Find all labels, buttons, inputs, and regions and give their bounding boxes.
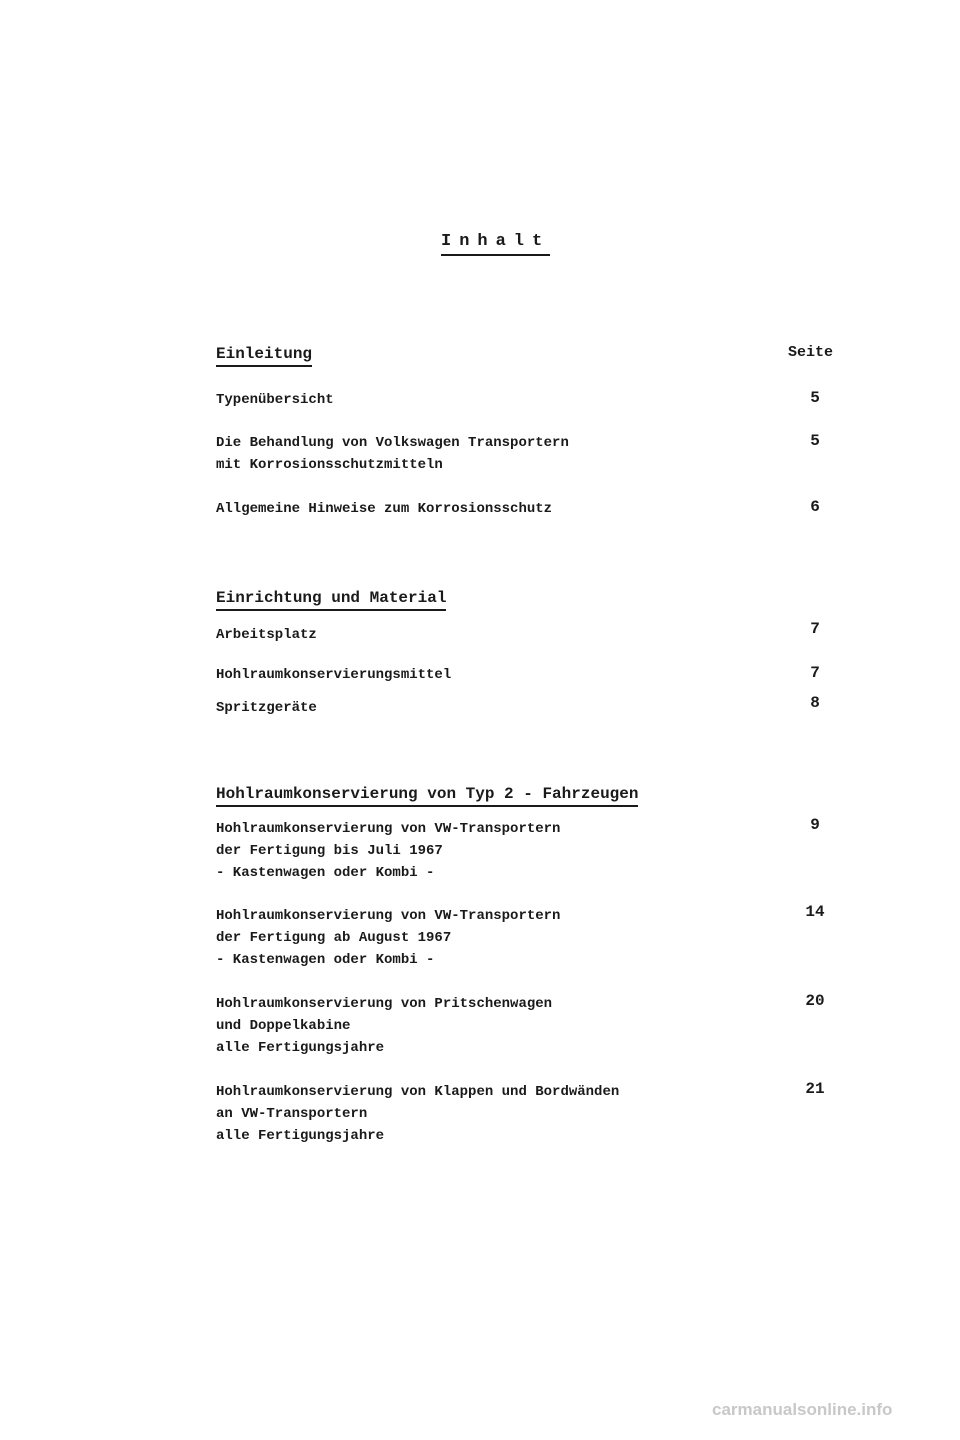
- entry-line: alle Fertigungsjahre: [216, 1128, 385, 1144]
- watermark-footer: carmanualsonline.info: [712, 1400, 893, 1419]
- toc-entry: [216, 389, 736, 411]
- entry-page-number: 7: [810, 620, 820, 638]
- entry-page-number: 8: [810, 694, 820, 712]
- entry-line: Hohlraumkonservierung von VW-Transportern: [216, 821, 561, 837]
- entry-page-number: 14: [805, 903, 825, 921]
- toc-entry: [216, 697, 736, 719]
- toc-entry: [216, 498, 736, 520]
- entry-line: Hohlraumkonservierungsmittel: [216, 667, 452, 683]
- section-heading-einrichtung: Einrichtung und Material: [216, 588, 446, 611]
- page-title: Inhalt: [441, 232, 550, 256]
- entry-line: und Doppelkabine: [216, 1018, 351, 1034]
- entry-line: Typenübersicht: [216, 392, 334, 408]
- entry-line: mit Korrosionsschutzmitteln: [216, 457, 443, 473]
- entry-line: Die Behandlung von Volkswagen Transportern: [216, 435, 569, 451]
- entry-page-number: 21: [805, 1080, 825, 1098]
- entry-line: der Fertigung ab August 1967: [216, 930, 452, 946]
- entry-page-number: 5: [810, 432, 820, 450]
- toc-entry: [216, 905, 736, 971]
- entry-line: Hohlraumkonservierung von Pritschenwagen: [216, 996, 553, 1012]
- entry-page-number: 7: [810, 664, 820, 682]
- toc-entry: [216, 1081, 736, 1147]
- entry-line: - Kastenwagen oder Kombi -: [216, 952, 435, 968]
- entry-line: - Kastenwagen oder Kombi -: [216, 865, 435, 881]
- entry-page-number: 6: [810, 498, 820, 516]
- entry-line: Hohlraumkonservierung von Klappen und Bordwänden: [216, 1084, 620, 1100]
- toc-entry: [216, 993, 736, 1059]
- entry-line: Arbeitsplatz: [216, 627, 317, 643]
- entry-page-number: 5: [810, 389, 820, 407]
- page-column-label: Seite: [788, 344, 834, 361]
- entry-line: Spritzgeräte: [216, 700, 317, 716]
- entry-page-number: 20: [805, 992, 825, 1010]
- toc-entry: [216, 624, 736, 646]
- entry-line: an VW-Transportern: [216, 1106, 368, 1122]
- entry-line: Allgemeine Hinweise zum Korrosionsschutz: [216, 501, 553, 517]
- entry-line: der Fertigung bis Juli 1967: [216, 843, 443, 859]
- section-heading-einleitung: Einleitung: [216, 344, 312, 367]
- toc-entry: [216, 432, 736, 476]
- toc-entry: [216, 818, 736, 884]
- section-heading-hohlraum: Hohlraumkonservierung von Typ 2 - Fahrzeugen: [216, 784, 638, 807]
- entry-page-number: 9: [810, 816, 820, 834]
- entry-line: alle Fertigungsjahre: [216, 1040, 385, 1056]
- toc-entry: [216, 664, 736, 686]
- entry-line: Hohlraumkonservierung von VW-Transportern: [216, 908, 561, 924]
